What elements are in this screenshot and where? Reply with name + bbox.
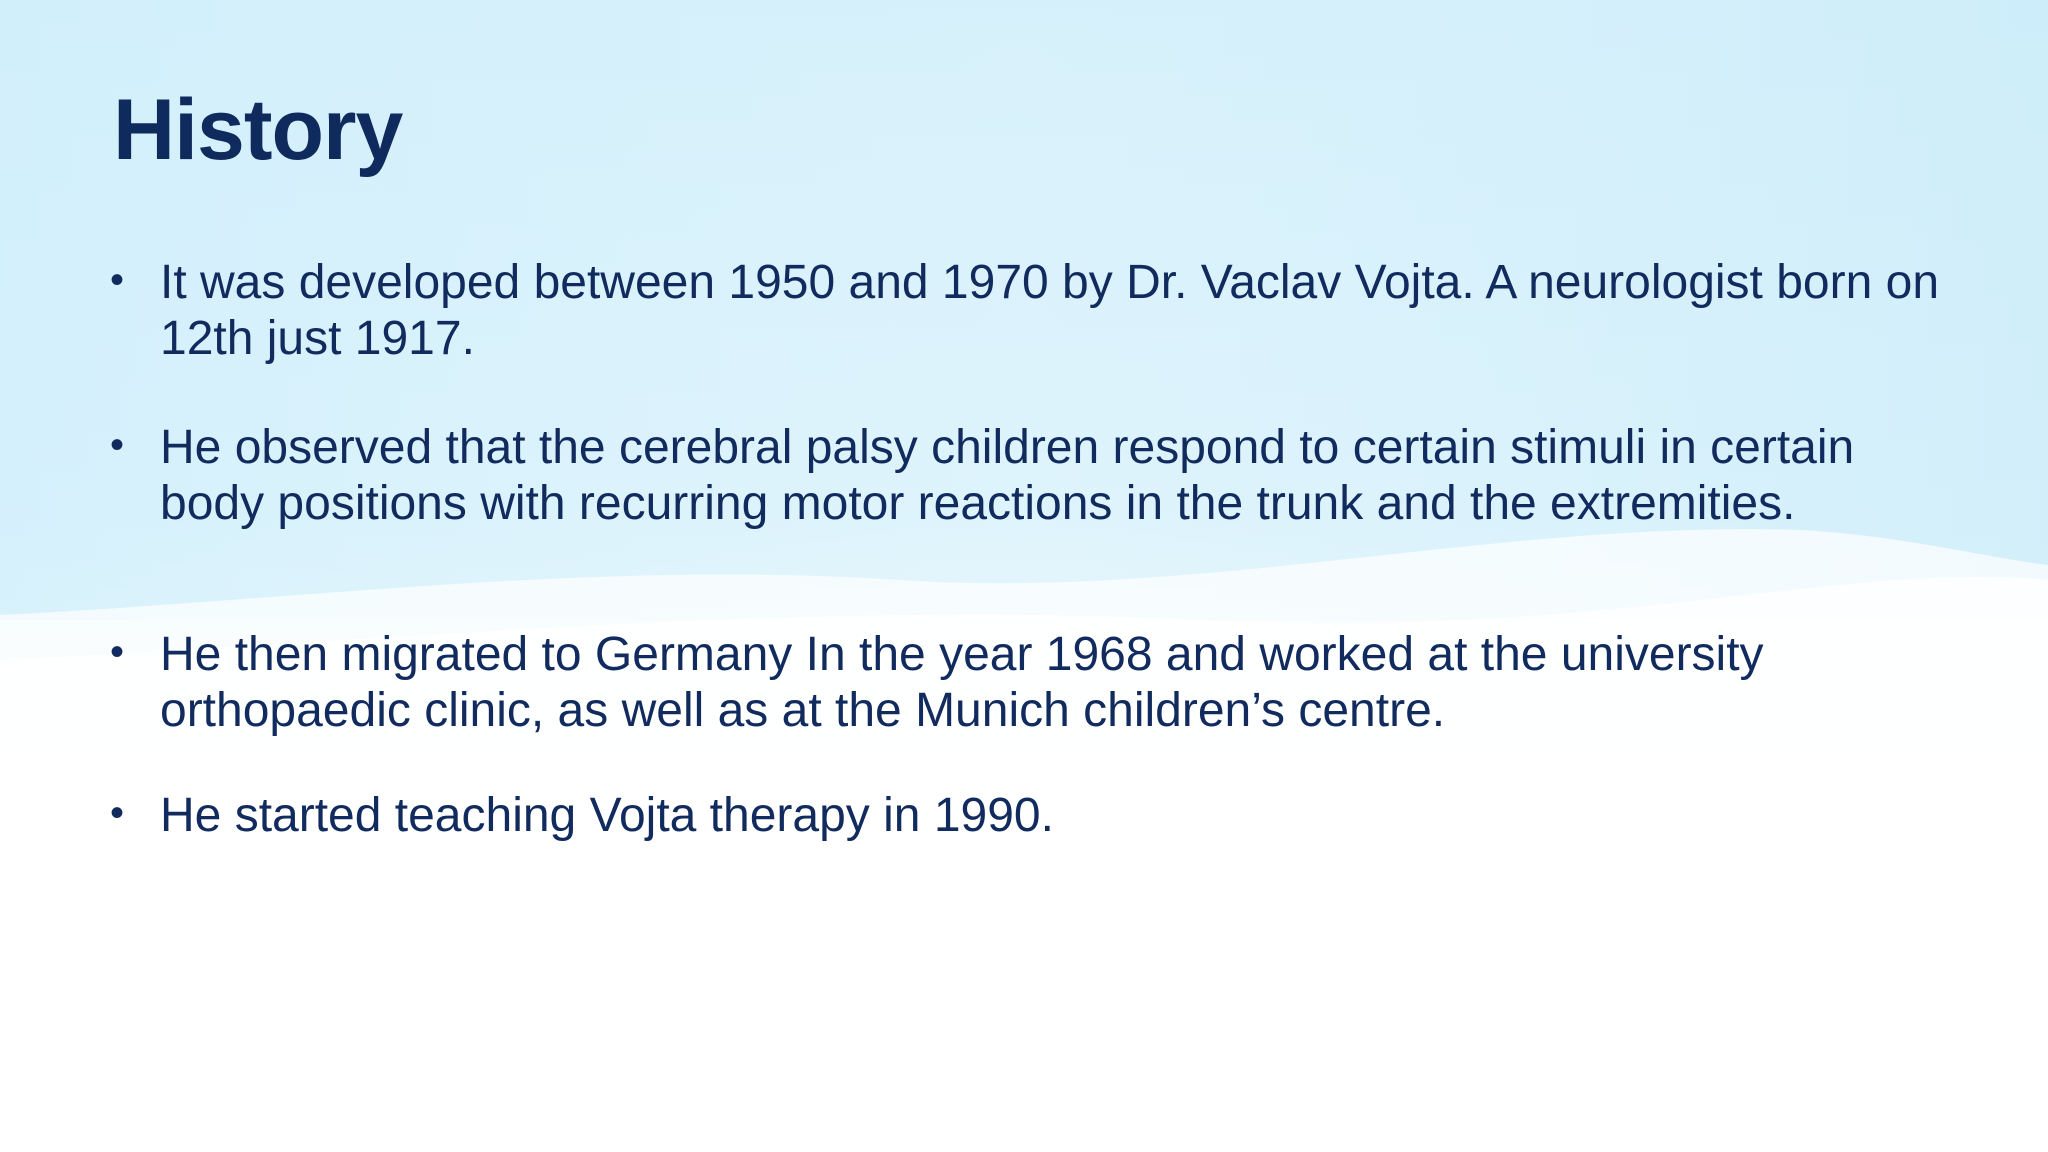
bullet-text: It was developed between 1950 and 1970 by Dr. Vaclav Vojta. A neurologist born on 12th just 1917. [160,256,1940,365]
bullet-text: He then migrated to Germany In the year 1968 and worked at the university orthopaedic clinic, as well as at the Munich children’s centre. [160,628,1764,737]
bullet-text: He observed that the cerebral palsy children respond to certain stimuli in certain body positions with recurring motor reactions in the trunk and the extremities. [160,421,1855,530]
bullet-marker: • [110,630,125,674]
slide-title: History [113,82,403,178]
bullet-text: He started teaching Vojta therapy in 1990. [160,789,1054,842]
bullet-item [110,788,1970,844]
bullet-marker: • [110,423,125,467]
bullet-marker: • [110,791,125,835]
bullet-item [110,255,1970,367]
bullet-marker: • [110,258,125,302]
bullet-item [110,420,1970,532]
bullet-item [110,627,1970,739]
